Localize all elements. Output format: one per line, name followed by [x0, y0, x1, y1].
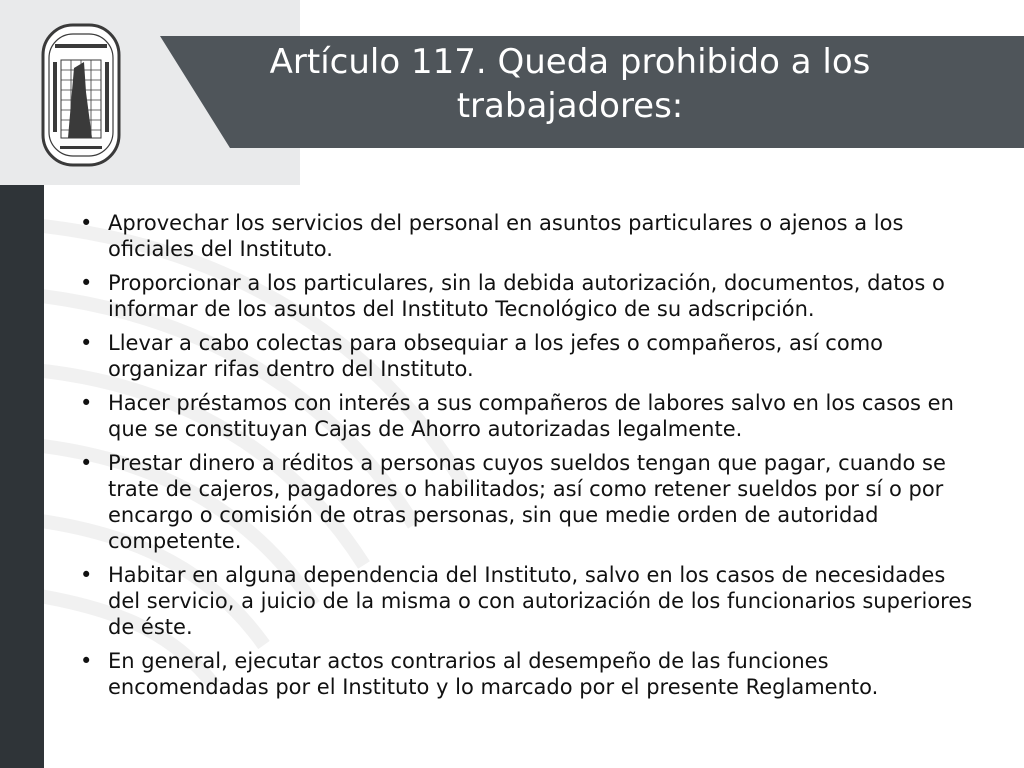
list-item [78, 270, 983, 322]
list-item [78, 330, 983, 382]
list-item-text: Llevar a cabo colectas para obsequiar a los jefes o compañeros, así como organizar rifas dentro del Instituto. [108, 331, 884, 381]
list-item-text: Proporcionar a los particulares, sin la debida autorización, documentos, datos o informar de los asuntos del Instituto Tecnológico de su adscripción. [108, 271, 945, 321]
list-item [78, 210, 983, 262]
bullet-icon: • [80, 271, 93, 295]
list-item-text: En general, ejecutar actos contrarios al desempeño de las funciones encomendadas por el Instituto y lo marcado por el presente Reglamento. [108, 649, 879, 699]
list-item [78, 648, 983, 700]
bullet-icon: • [80, 649, 93, 673]
slide-title: Artículo 117. Queda prohibido a los trabajadores: [269, 42, 871, 126]
list-item [78, 390, 983, 442]
bullet-icon: • [80, 211, 93, 235]
bullet-icon: • [80, 563, 93, 587]
bullet-icon: • [80, 331, 93, 355]
bullet-icon: • [80, 391, 93, 415]
bullet-icon: • [80, 451, 93, 475]
list-item [78, 450, 983, 554]
left-stripe [0, 185, 44, 768]
list-item-text: Aprovechar los servicios del personal en asuntos particulares o ajenos a los oficiales del Instituto. [108, 211, 904, 261]
institute-seal-icon [40, 22, 122, 168]
list-item-text: Prestar dinero a réditos a personas cuyos sueldos tengan que pagar, cuando se trate de cajeros, pagadores o habilitados; así como retener sueldos por sí o por encargo o comisión de otras personas, sin que medie orden de autoridad competente. [108, 451, 946, 553]
list-item [78, 562, 983, 640]
header-wedge [160, 36, 230, 148]
list-item-text: Hacer préstamos con interés a sus compañeros de labores salvo en los casos en que se constituyan Cajas de Ahorro autorizadas legalmente. [108, 391, 954, 441]
prohibitions-list [78, 210, 983, 708]
list-item-text: Habitar en alguna dependencia del Instituto, salvo en los casos de necesidades del servicio, a juicio de la misma o con autorización de los funcionarios superiores de éste. [108, 563, 973, 639]
